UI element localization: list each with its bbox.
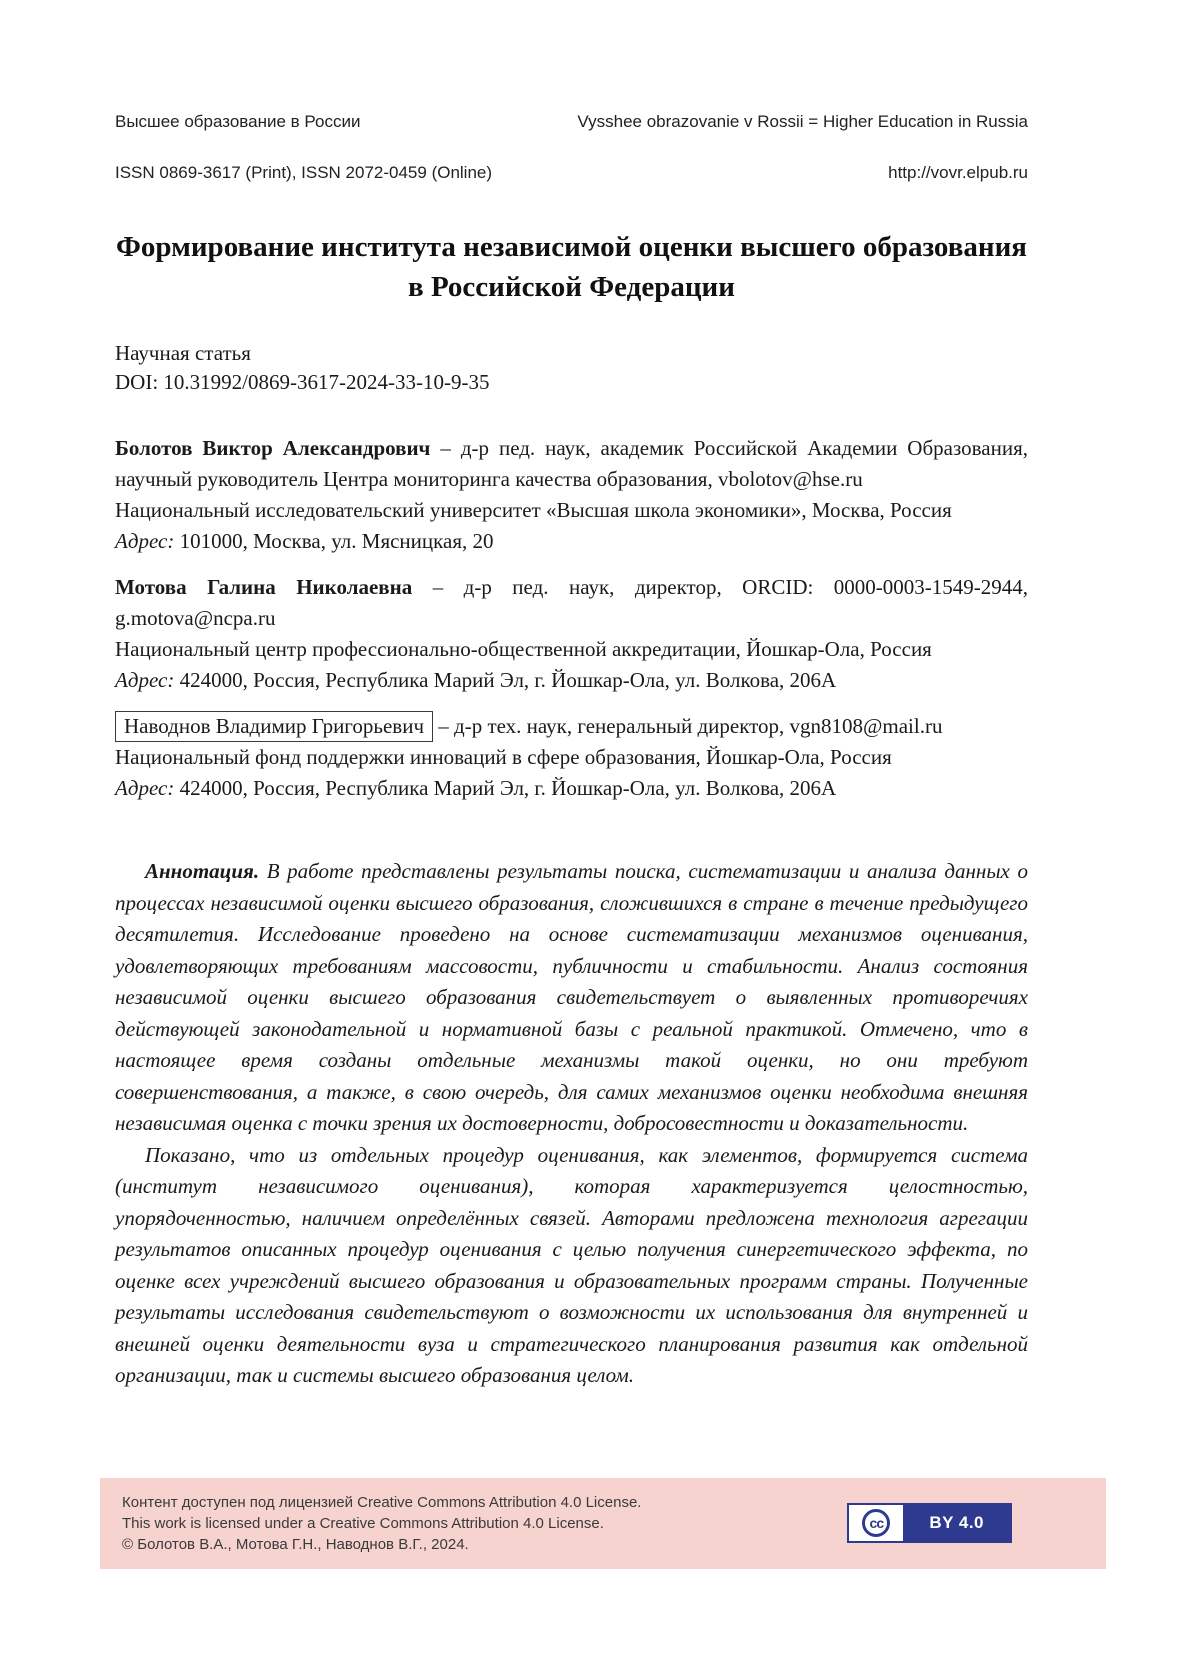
address-value: 424000, Россия, Республика Марий Эл, г. Йошкар-Ола, ул. Волкова, 206А xyxy=(174,776,837,800)
cc-icon: cc xyxy=(862,1509,890,1537)
masthead-row-issn xyxy=(115,163,1028,183)
issn-line: ISSN 0869-3617 (Print), ISSN 2072-0459 (Online) xyxy=(115,163,493,182)
license-text xyxy=(122,1492,641,1555)
abstract-paragraph-2: Показано, что из отдельных процедур оценивания, как элементов, формируется система (институт независимого оценивания), которая характеризуется целостностью, упорядоченностью, наличием определённых связей. Авторами предложена технология агрегации результатов описанных процедур оценивания с целью получения синергетического эффекта, по оценке всех учреждений высшего образования и образовательных программ страны. Полученные результаты исследования свидетельствуют о возможности их использования для внутренней и внешней оценки деятельности вуза и стратегического планирования развития как отдельной организации, так и системы высшего образования целом. xyxy=(115,1142,1028,1387)
license-box xyxy=(100,1478,1106,1569)
address-label: Адрес: xyxy=(115,776,175,800)
license-line-ru: Контент доступен под лицензией Creative Commons Attribution 4.0 License. xyxy=(122,1493,642,1511)
copyright-line: © Болотов В.А., Мотова Г.Н., Наводнов В.Г., 2024. xyxy=(122,1535,469,1553)
author-affiliation: Национальный исследовательский университет «Высшая школа экономики», Москва, Россия xyxy=(115,498,952,522)
author-address xyxy=(115,665,1028,696)
author-details: – д-р пед. наук, академик Российской Академии Образования, научный руководитель Центра мониторинга качества образования, vbolotov@hse.ru xyxy=(115,436,1028,491)
abstract-paragraph-1 xyxy=(115,856,1028,1140)
author-block xyxy=(115,572,1028,696)
journal-title-en: Vysshee obrazovanie v Rossii = Higher Education in Russia xyxy=(577,112,1028,131)
masthead-row-journal xyxy=(115,112,1028,132)
address-label: Адрес: xyxy=(115,668,175,692)
article-meta xyxy=(115,339,1028,397)
cc-by-label: BY 4.0 xyxy=(903,1505,1010,1541)
cc-logo-panel xyxy=(849,1505,903,1541)
author-block xyxy=(115,711,1028,804)
address-value: 101000, Москва, ул. Мясницкая, 20 xyxy=(174,529,494,553)
license-line-en: This work is licensed under a Creative Commons Attribution 4.0 License. xyxy=(122,1514,604,1532)
journal-title-ru: Высшее образование в России xyxy=(115,112,361,131)
author-lead xyxy=(115,711,1028,742)
abstract-text-1: В работе представлены результаты поиска, систематизации и анализа данных о процессах независимой оценки высшего образования, сложившихся в стране в течение предыдущего десятилетия. Исследование проведено на основе систематизации механизмов оценивания, удовлетворяющих требованиям массовости, публичности и стабильности. Анализ состояния независимой оценки высшего образования свидетельствует о выявленных противоречиях действующей законодательной и нормативной базы с реальной практикой. Отмечено, что в настоящее время созданы отдельные механизмы такой оценки, но они требуют совершенствования, а также, в свою очередь, для самих механизмов оценки необходима внешняя независимая оценка с точки зрения их достоверности, добросовестности и доказательности. xyxy=(115,859,1028,1135)
author-address xyxy=(115,773,1028,804)
article-doi: DOI: 10.31992/0869-3617-2024-33-10-9-35 xyxy=(115,370,490,394)
author-address xyxy=(115,526,1028,557)
abstract-section xyxy=(115,856,1028,1392)
masthead xyxy=(115,112,1028,183)
article-title: Формирование института независимой оценки высшего образования в Российской Федерации xyxy=(116,231,1027,303)
cc-by-badge xyxy=(847,1503,1012,1543)
author-lead xyxy=(115,572,1028,634)
author-details: – д-р тех. наук, генеральный директор, vgn8108@mail.ru xyxy=(433,714,943,738)
journal-url[interactable]: http://vovr.elpub.ru xyxy=(888,163,1028,182)
author-lead xyxy=(115,433,1028,495)
address-value: 424000, Россия, Республика Марий Эл, г. Йошкар-Ола, ул. Волкова, 206А xyxy=(174,668,837,692)
author-name-deceased-box: Наводнов Владимир Григорьевич xyxy=(115,711,433,742)
abstract-label: Аннотация. xyxy=(145,859,260,883)
author-block xyxy=(115,433,1028,557)
author-affiliation: Национальный центр профессионально-общественной аккредитации, Йошкар-Ола, Россия xyxy=(115,637,932,661)
author-affiliation: Национальный фонд поддержки инноваций в сфере образования, Йошкар-Ола, Россия xyxy=(115,745,892,769)
author-name: Мотова Галина Николаевна xyxy=(115,575,413,599)
author-details: – д-р пед. наук, директор, ORCID: 0000-0003-1549-2944, g.motova@ncpa.ru xyxy=(115,575,1029,630)
authors-section xyxy=(115,433,1028,804)
article-type: Научная статья xyxy=(115,341,251,365)
address-label: Адрес: xyxy=(115,529,175,553)
author-name: Болотов Виктор Александрович xyxy=(115,436,431,460)
